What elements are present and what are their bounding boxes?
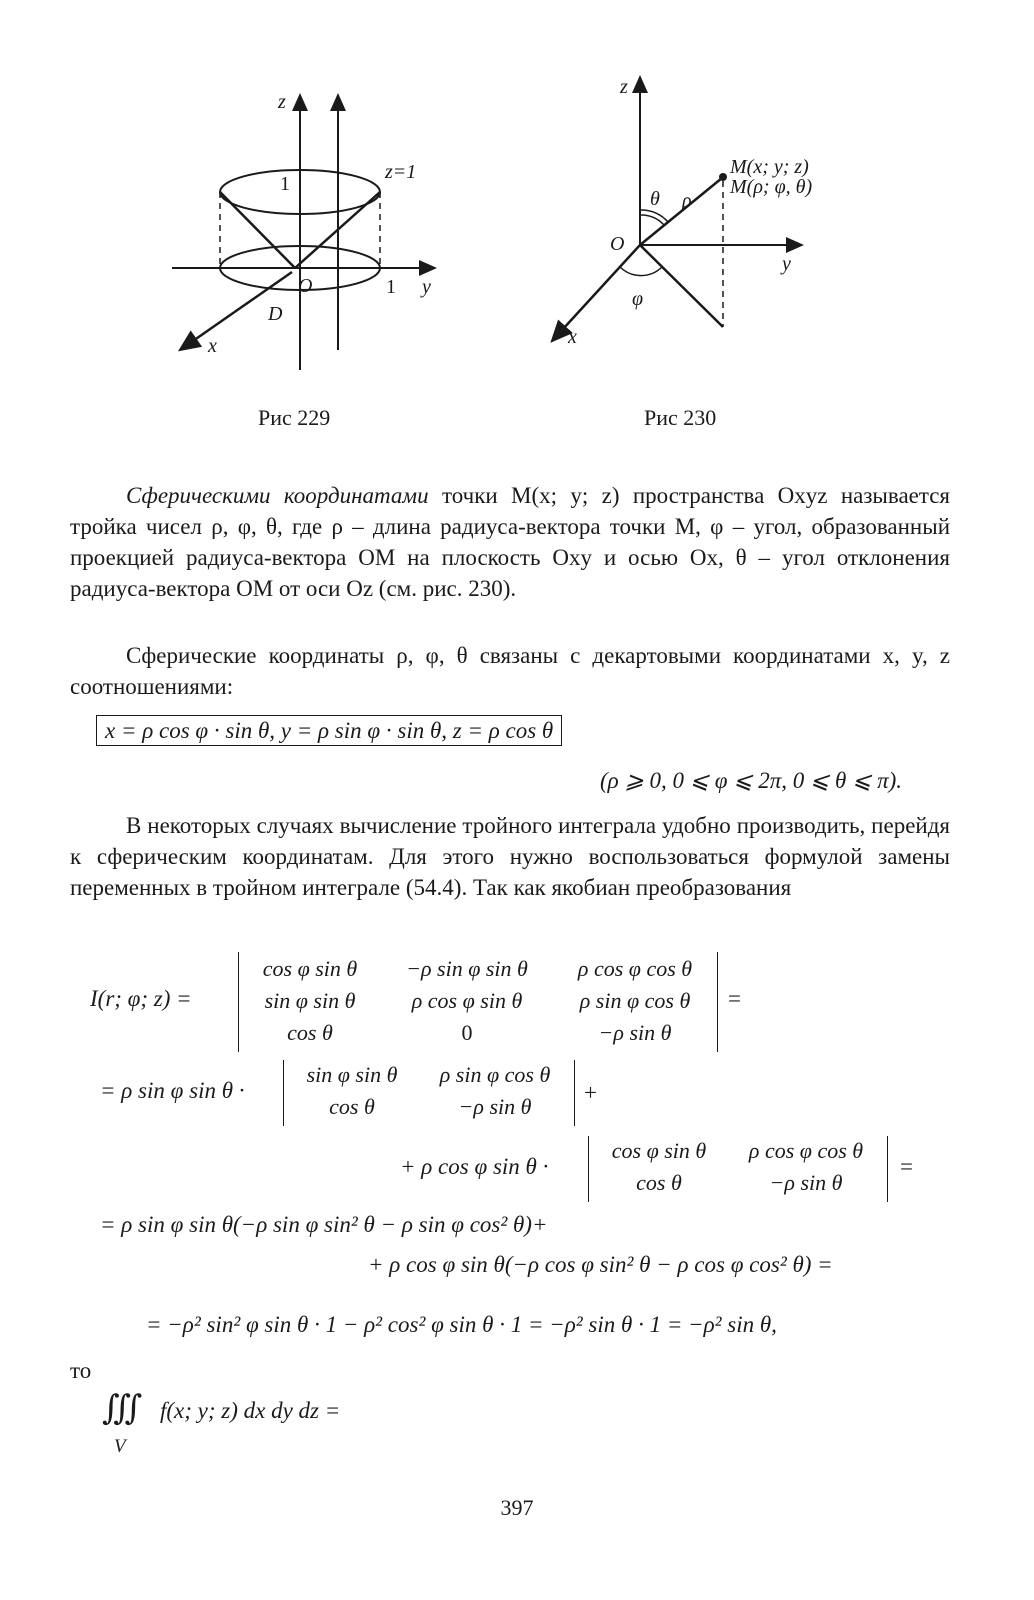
fig229-z-label: z [278, 91, 286, 113]
fig230-theta-label: θ [650, 188, 660, 210]
determinant-2x2-b [588, 1136, 888, 1202]
det3-cell: cos θ [287, 1020, 333, 1045]
det2b-cell: cos φ sin θ [611, 1138, 707, 1163]
paragraph-jacobian-intro: В некоторых случаях вычисление тройного интеграла удобно производить, перейдя к сферическим координатам. Для этого нужно воспользоваться формулой замены переменных в тройном интеграле (54.4). Так как якобиан преобразования [70, 813, 950, 900]
det2b-cell: cos θ [636, 1170, 682, 1195]
definition-text: точки M(x; y; z) пространства Oxyz называется тройка чисел ρ, φ, θ, где ρ – длина радиуса-вектора точки M, φ – угол, образованный проекцией радиуса-вектора OM на плоскость Oxy и осью Ox, θ – угол отклонения радиуса-вектора OM от оси Oz (см. рис. 230). [70, 483, 950, 601]
equals-sign: = [728, 986, 741, 1011]
det2a-cell: sin φ sin θ [306, 1062, 398, 1087]
expansion-line-4: + ρ cos φ sin θ(−ρ cos φ sin² θ − ρ cos φ cos² θ) = [368, 1252, 833, 1277]
det3-cell: −ρ sin φ sin θ [406, 956, 528, 981]
fig229-one-y-label: 1 [386, 276, 396, 298]
integral-domain: V [114, 1436, 126, 1457]
constraints-formula: (ρ ⩾ 0, 0 ⩽ φ ⩽ 2π, 0 ⩽ θ ⩽ π). [600, 768, 903, 793]
figure-229 [160, 80, 460, 380]
det2b-cell: −ρ sin θ [769, 1170, 843, 1195]
fig229-one-top-label: 1 [280, 173, 290, 195]
expansion-line-2-prefix: + ρ cos φ sin θ · [400, 1154, 549, 1179]
fig229-y-label: y [422, 276, 431, 298]
paragraph-relations: Сферические координаты ρ, φ, θ связаны с декартовыми координатами x, y, z соотношениями: [70, 643, 950, 699]
fig230-z-label: z [620, 76, 628, 98]
plus-sign: + [584, 1080, 597, 1105]
expansion-line-5: = −ρ² sin² φ sin θ · 1 − ρ² cos² φ sin θ · 1 = −ρ² sin θ · 1 = −ρ² sin θ, [146, 1312, 777, 1337]
det3-cell: ρ sin φ cos θ [579, 988, 691, 1013]
fig230-point-cart-label: M(x; y; z) [730, 156, 809, 178]
det3-cell: cos φ sin θ [262, 956, 358, 981]
boxed-formula-text: x = ρ cos φ · sin θ, y = ρ sin φ · sin θ, z = ρ cos θ [96, 715, 562, 746]
figure-230-caption: Рис 230 [644, 405, 717, 430]
det2a-cell: cos θ [329, 1094, 375, 1119]
page-number: 397 [500, 1495, 534, 1520]
det3-cell: sin φ sin θ [264, 988, 356, 1013]
integral-body: f(x; y; z) dx dy dz = [160, 1398, 341, 1423]
jacobian-lhs: I(r; φ; z) = [90, 986, 192, 1011]
det3-cell: 0 [461, 1020, 473, 1045]
boxed-formula [96, 718, 562, 744]
fig230-point-sph-label: M(ρ; φ, θ) [730, 176, 813, 198]
fig229-origin-label: O [298, 275, 313, 297]
figure-229-caption: Рис 229 [258, 405, 331, 430]
fig230-phi-label: φ [632, 288, 644, 310]
term-spherical-coordinates: Сферическими координатами [126, 483, 429, 508]
expansion-line-1-prefix: = ρ sin φ sin θ · [100, 1078, 245, 1103]
fig229-D-label: D [268, 303, 283, 325]
expansion-line-3: = ρ sin φ sin θ(−ρ sin φ sin² θ − ρ sin φ cos² θ)+ [100, 1212, 548, 1237]
determinant-2x2-a [283, 1060, 575, 1126]
determinant-3x3 [238, 952, 718, 1052]
fig230-origin-label: O [610, 233, 625, 255]
fig230-y-label: y [782, 253, 791, 275]
equals-sign-2: = [900, 1154, 913, 1179]
det2b-cell: ρ cos φ cos θ [748, 1138, 864, 1163]
triple-integral-sign: ∭ [102, 1390, 143, 1427]
figure-230 [540, 65, 860, 365]
fig229-plane-label: z=1 [385, 161, 417, 183]
det2a-cell: ρ sin φ cos θ [439, 1062, 551, 1087]
det2a-cell: −ρ sin θ [458, 1094, 532, 1119]
paragraph-definition [70, 480, 950, 604]
fig230-x-label: x [568, 326, 577, 348]
word-to: то [70, 1358, 92, 1383]
det3-cell: ρ cos φ sin θ [411, 988, 523, 1013]
fig230-rho-label: ρ [682, 190, 692, 212]
det3-cell: −ρ sin θ [598, 1020, 672, 1045]
fig229-x-label: x [208, 335, 217, 357]
det3-cell: ρ cos φ cos θ [577, 956, 693, 981]
